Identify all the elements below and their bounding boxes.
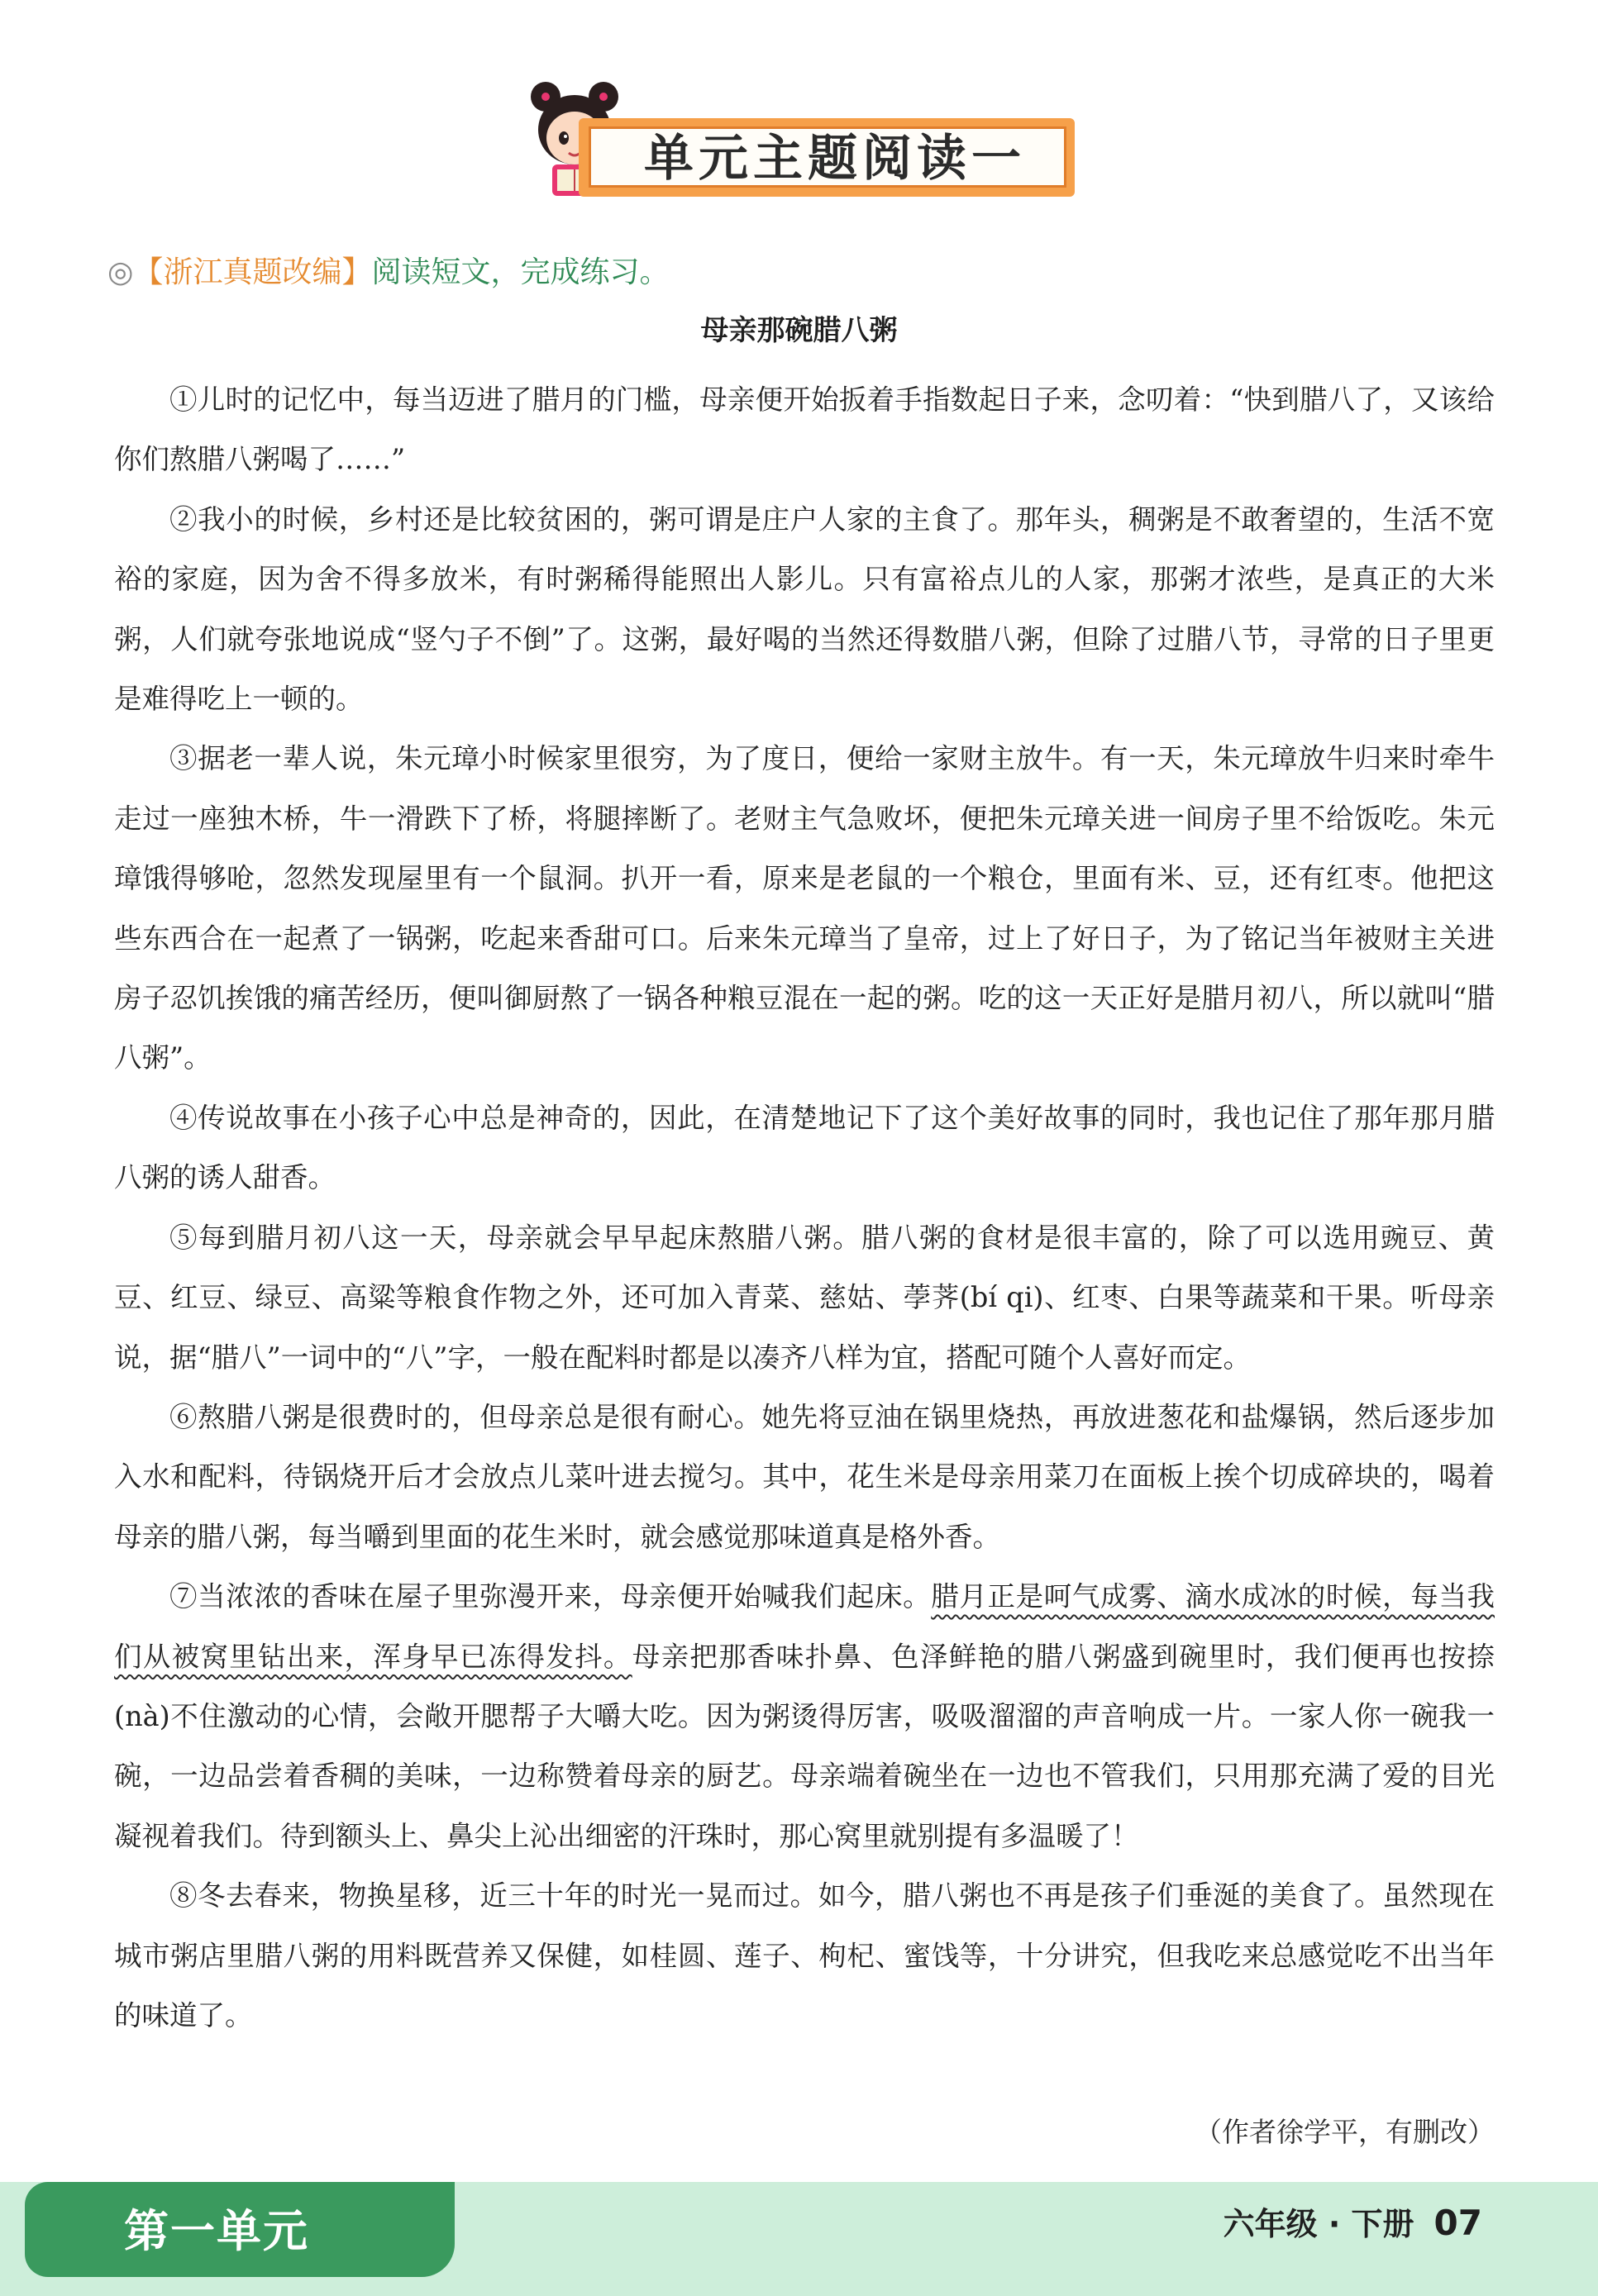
tag-bracket-close: 】 [341, 255, 372, 289]
grade-label: 六年级 · 下册 [1223, 2206, 1414, 2242]
author-credit: （作者徐学平，有删改） [1195, 2116, 1495, 2148]
exercise-instruction [107, 252, 669, 293]
paragraph-7-end: 母亲把那香味扑鼻、色泽鲜艳的腊八粥盛到碗里时，我们便再也按捺(nà)不住激动的心情，会敞开腮帮子大嚼大吃。因为粥烫得厉害，吸吸溜溜的声音响成一片。一家人你一碗我一碗，一边品尝着香稠的美味，一边称赞着母亲的厨艺。母亲端着碗坐在一边也不管我们，只用那充满了爱的目光凝视着我们。待到额头上、鼻尖上沁出细密的汗珠时，那心窝里就别提有多温暖了！ [114, 1640, 1495, 1852]
paragraph-2: ②我小的时候，乡村还是比较贫困的，粥可谓是庄户人家的主食了。那年头，稠粥是不敢奢望的，生活不宽裕的家庭，因为舍不得多放米，有时粥稀得能照出人影儿。只有富裕点儿的人家，那粥才浓些，是真正的大米粥，人们就夸张地说成“竖勺子不倒”了。这粥，最好喝的当然还得数腊八粥，但除了过腊八节，寻常的日子里更是难得吃上一顿的。 [114, 503, 1495, 716]
underlined-sentence: 腊月正是呵气成雾、滴水成冰的时候，每当我们从被窝里钻出来，浑身早已冻得发抖。 [114, 1580, 1495, 1673]
paragraph-6: ⑥熬腊八粥是很费时的，但母亲总是很有耐心。她先将豆油在锅里烧热，再放进葱花和盐爆锅，然后逐步加入水和配料，待锅烧开后才会放点儿菜叶进去搅匀。其中，花生米是母亲用菜刀在面板上挨个切成碎块的，喝着母亲的腊八粥，每当嚼到里面的花生米时，就会感觉那味道真是格外香。 [114, 1400, 1495, 1553]
paragraph-5: ⑤每到腊月初八这一天，母亲就会早早起床熬腊八粥。腊八粥的食材是很丰富的，除了可以选用豌豆、黄豆、红豆、绿豆、高粱等粮食作物之外，还可加入青菜、慈姑、荸荠(bí qi)、红枣、白果等蔬菜和干果。听母亲说，据“腊八”一词中的“八”字，一般在配料时都是以凑齐八样为宜，搭配可随个人喜好而定。 [114, 1221, 1495, 1374]
page-number: 07 [1433, 2203, 1482, 2243]
banner-title: 单元主题阅读一 [644, 130, 1026, 188]
footer-page-info [1224, 2194, 1482, 2252]
paragraph-3: ③据老一辈人说，朱元璋小时候家里很穷，为了度日，便给一家财主放牛。有一天，朱元璋放牛归来时牵牛走过一座独木桥，牛一滑跌下了桥，将腿摔断了。老财主气急败坏，便把朱元璋关进一间房子里不给饭吃。朱元璋饿得够呛，忽然发现屋里有一个鼠洞。扒开一看，原来是老鼠的一个粮仓，里面有米、豆，还有红枣。他把这些东西合在一起煮了一锅粥，吃起来香甜可口。后来朱元璋当了皇帝，过上了好日子，为了铭记当年被财主关进房子忍饥挨饿的痛苦经历，便叫御厨熬了一锅各种粮豆混在一起的粥。吃的这一天正好是腊月初八，所以就叫“腊八粥”。 [114, 742, 1495, 1074]
bullet-icon: ◎ [107, 255, 134, 289]
article-body [114, 370, 1495, 2046]
article-title: 母亲那碗腊八粥 [700, 314, 898, 347]
source-tag: 浙江真题改编 [163, 255, 342, 289]
tag-bracket-open: 【 [133, 255, 164, 289]
paragraph-4: ④传说故事在小孩子心中总是神奇的，因此，在清楚地记下了这个美好故事的同时，我也记住了那年那月腊八粥的诱人甜香。 [114, 1101, 1495, 1194]
unit-banner [521, 79, 1083, 198]
footer-unit-label: 第一单元 [124, 2205, 309, 2257]
task-text: 阅读短文，完成练习。 [371, 255, 670, 289]
paragraph-1: ①儿时的记忆中，每当迈进了腊月的门槛，母亲便开始扳着手指数起日子来，念叨着：“快到腊八了，又该给你们熬腊八粥喝了……” [114, 383, 1495, 476]
paragraph-8: ⑧冬去春来，物换星移，近三十年的时光一晃而过。如今，腊八粥也不再是孩子们垂涎的美食了。虽然现在城市粥店里腊八粥的用料既营养又保健，如桂圆、莲子、枸杞、蜜饯等，十分讲究，但我吃来总感觉吃不出当年的味道了。 [114, 1879, 1495, 2032]
paragraph-7 [114, 1567, 1495, 1866]
paragraph-7-start: ⑦当浓浓的香味在屋子里弥漫开来，母亲便开始喊我们起床。 [169, 1580, 932, 1613]
